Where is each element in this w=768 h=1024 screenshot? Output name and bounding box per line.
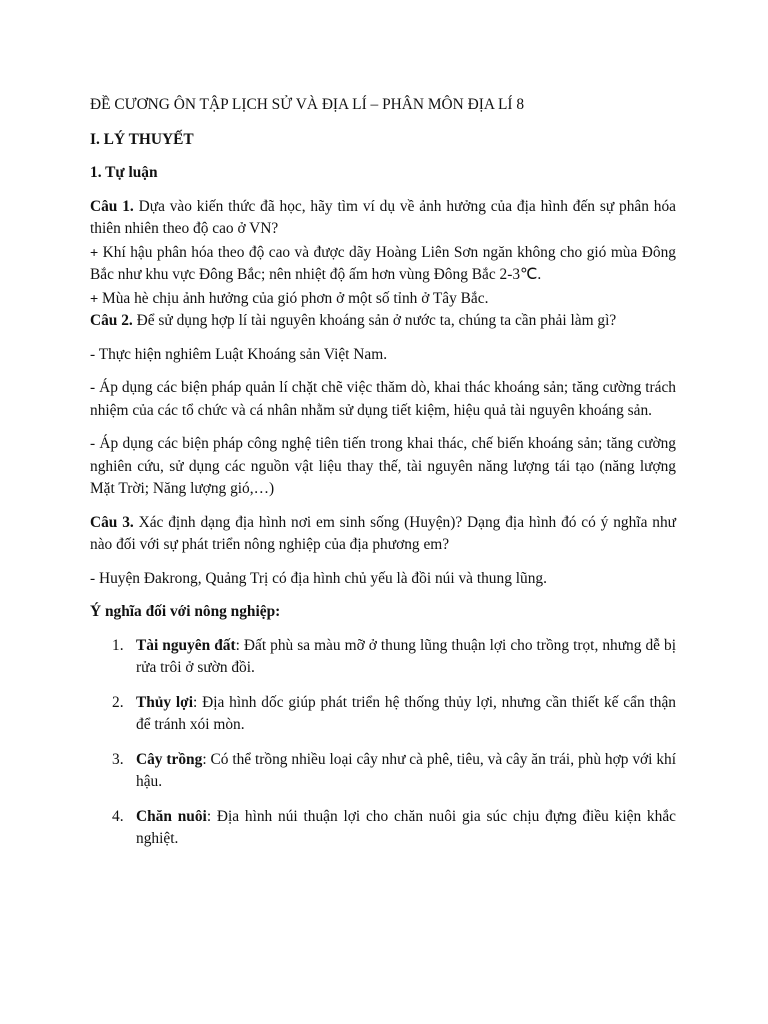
list-number: 4. — [112, 807, 124, 825]
section-heading: I. LÝ THUYẾT — [90, 130, 194, 148]
question-2-answer-1: - Thực hiện nghiêm Luật Khoáng sản Việt Nam. — [90, 345, 388, 363]
list-text: : Địa hình núi thuận lợi cho chăn nuôi gia súc chịu đựng điều kiện khắc nghiệt. — [136, 807, 676, 847]
question-1-label: Câu 1. — [90, 197, 134, 215]
list-item — [90, 806, 676, 851]
plus-marker: + — [90, 289, 99, 306]
list-item — [90, 635, 676, 680]
question-3-answer: - Huyện Đakrong, Quảng Trị có địa hình chủ yếu là đồi núi và thung lũng. — [90, 569, 547, 587]
plus-marker: + — [90, 243, 99, 260]
question-2 — [90, 310, 676, 333]
list-term: Cây trồng — [136, 750, 203, 768]
question-2-label: Câu 2. — [90, 312, 133, 329]
list-text: : Đất phù sa màu mỡ ở thung lũng thuận lợi cho trồng trọt, nhưng dễ bị rửa trôi ở sườn đồi. — [136, 636, 676, 676]
list-term: Tài nguyên đất — [136, 636, 236, 654]
answer-text: Khí hậu phân hóa theo độ cao và được dãy Hoàng Liên Sơn ngăn không cho gió mùa Đông Bắc như khu vực Đông Bắc; nên nhiệt độ ấm hơn vùng Đông Bắc 2-3℃. — [90, 243, 676, 283]
question-1-text: Dựa vào kiến thức đã học, hãy tìm ví dụ về ảnh hưởng của địa hình đến sự phân hóa thiên nhiên theo độ cao ở VN? — [90, 197, 676, 237]
question-1-answer-1 — [90, 241, 676, 287]
question-2-text: Để sử dụng hợp lí tài nguyên khoáng sản ở nước ta, chúng ta cần phải làm gì? — [132, 312, 617, 329]
answer-text: Mùa hè chịu ảnh hưởng của gió phơn ở một số tỉnh ở Tây Bắc. — [98, 289, 489, 307]
list-number: 1. — [112, 636, 124, 654]
document-page — [90, 94, 676, 863]
list-text: : Địa hình dốc giúp phát triển hệ thống thủy lợi, nhưng cần thiết kế cẩn thận để tránh xói mòn. — [136, 693, 676, 733]
subsection-heading: 1. Tự luận — [90, 164, 158, 181]
meaning-heading: Ý nghĩa đối với nông nghiệp: — [90, 603, 281, 620]
list-term: Chăn nuôi — [136, 807, 207, 825]
meaning-list — [90, 635, 676, 851]
list-term: Thủy lợi — [136, 693, 193, 711]
document-title: ĐỀ CƯƠNG ÔN TẬP LỊCH SỬ VÀ ĐỊA LÍ – PHÂN MÔN ĐỊA LÍ 8 — [90, 96, 525, 113]
question-1-answer-2 — [90, 287, 676, 311]
question-3-text: Xác định dạng địa hình nơi em sinh sống (Huyện)? Dạng địa hình đó có ý nghĩa như nào đối với sự phát triển nông nghiệp của địa phương em? — [90, 513, 676, 553]
list-item — [90, 749, 676, 794]
list-text: : Có thể trồng nhiều loại cây như cà phê, tiêu, và cây ăn trái, phù hợp với khí hậu. — [136, 750, 676, 790]
list-item — [90, 692, 676, 737]
question-2-answer-3: - Áp dụng các biện pháp công nghệ tiên tiến trong khai thác, chế biến khoáng sản; tăng cường nghiên cứu, sử dụng các nguồn vật liệu thay thế, tài nguyên năng lượng tái tạo (năng lượng Mặt Trời; Năng lượng gió,…) — [90, 435, 676, 497]
question-2-answer-2: - Áp dụng các biện pháp quản lí chặt chẽ việc thăm dò, khai thác khoáng sản; tăng cường trách nhiệm của các tổ chức và cá nhân nhằm sử dụng tiết kiệm, hiệu quả tài nguyên khoáng sản. — [90, 379, 676, 419]
question-3-label: Câu 3. — [90, 513, 134, 531]
list-number: 2. — [112, 693, 124, 711]
question-3 — [90, 512, 676, 557]
list-number: 3. — [112, 750, 124, 768]
question-1 — [90, 196, 676, 241]
